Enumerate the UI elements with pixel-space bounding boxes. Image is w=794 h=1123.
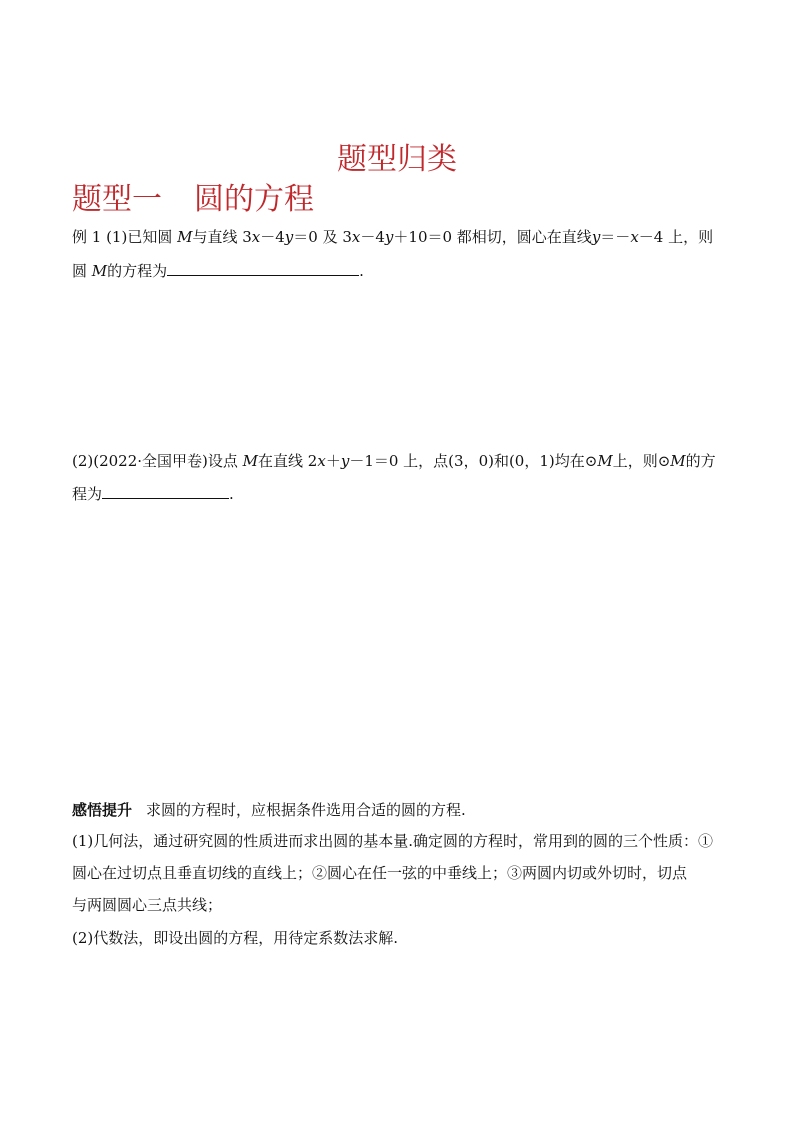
text: ＋10＝0 都相切，圆心在直线 xyxy=(393,228,592,246)
answer-blank[interactable] xyxy=(102,483,229,499)
example1-part1-line2 xyxy=(72,260,364,281)
text: －1＝0 上，点(3，0)和(0，1)均在⊙ xyxy=(349,452,598,470)
text: . xyxy=(359,262,364,280)
page-title: 题型归类 xyxy=(337,142,457,177)
var-y: y xyxy=(591,228,601,246)
var-y: y xyxy=(384,228,394,246)
insight-label: 感悟提升 xyxy=(72,801,133,819)
var-m: M xyxy=(597,452,613,470)
text: . xyxy=(229,485,234,503)
text: 的方程为 xyxy=(107,262,168,280)
text: 程为 xyxy=(72,485,103,503)
insight-line2: 圆心在过切点且垂直切线的直线上；②圆心在任一弦的中垂线上；③两圆内切或外切时，切点 xyxy=(72,864,688,882)
text: ＝0 及 3 xyxy=(293,228,352,246)
var-m: M xyxy=(670,452,686,470)
var-m: M xyxy=(177,228,193,246)
text: 圆 xyxy=(72,262,92,280)
var-x: x xyxy=(630,228,639,246)
section-name: 圆的方程 xyxy=(194,182,314,217)
text: ＋ xyxy=(325,452,341,470)
var-x: x xyxy=(317,452,326,470)
var-x: x xyxy=(351,228,361,246)
example1-part1-line1 xyxy=(72,227,713,247)
text: (2)(2022·全国甲卷)设点 xyxy=(72,452,243,470)
var-m: M xyxy=(91,262,108,280)
text: 在直线 2 xyxy=(258,452,318,470)
example1-part2-line1 xyxy=(72,451,716,471)
section-heading xyxy=(72,180,314,220)
text: 的方 xyxy=(685,452,716,470)
text: －4 上，则 xyxy=(638,228,714,246)
insight-line1: (1)几何法，通过研究圆的性质进而求出圆的基本量.确定圆的方程时，常用到的圆的三个性质：① xyxy=(72,832,714,850)
var-y: y xyxy=(284,228,294,246)
answer-blank[interactable] xyxy=(167,260,359,276)
insight-intro: 求圆的方程时，应根据条件选用合适的圆的方程. xyxy=(146,801,466,819)
text: 与直线 3 xyxy=(192,228,252,246)
var-y: y xyxy=(340,452,350,470)
text: ＝－ xyxy=(600,228,631,246)
var-x: x xyxy=(251,228,261,246)
text: －4 xyxy=(260,228,285,246)
insight-line3: 与两圆圆心三点共线； xyxy=(72,896,223,914)
section-label: 题型一 xyxy=(72,182,162,217)
insight-intro-line xyxy=(72,800,466,820)
text: 上，则⊙ xyxy=(612,452,671,470)
text: 例 1 (1)已知圆 xyxy=(72,228,178,246)
insight-line4: (2)代数法，即设出圆的方程，用待定系数法求解. xyxy=(72,929,399,947)
example1-part2-line2 xyxy=(72,483,234,504)
text: －4 xyxy=(360,228,385,246)
var-m: M xyxy=(242,452,259,470)
